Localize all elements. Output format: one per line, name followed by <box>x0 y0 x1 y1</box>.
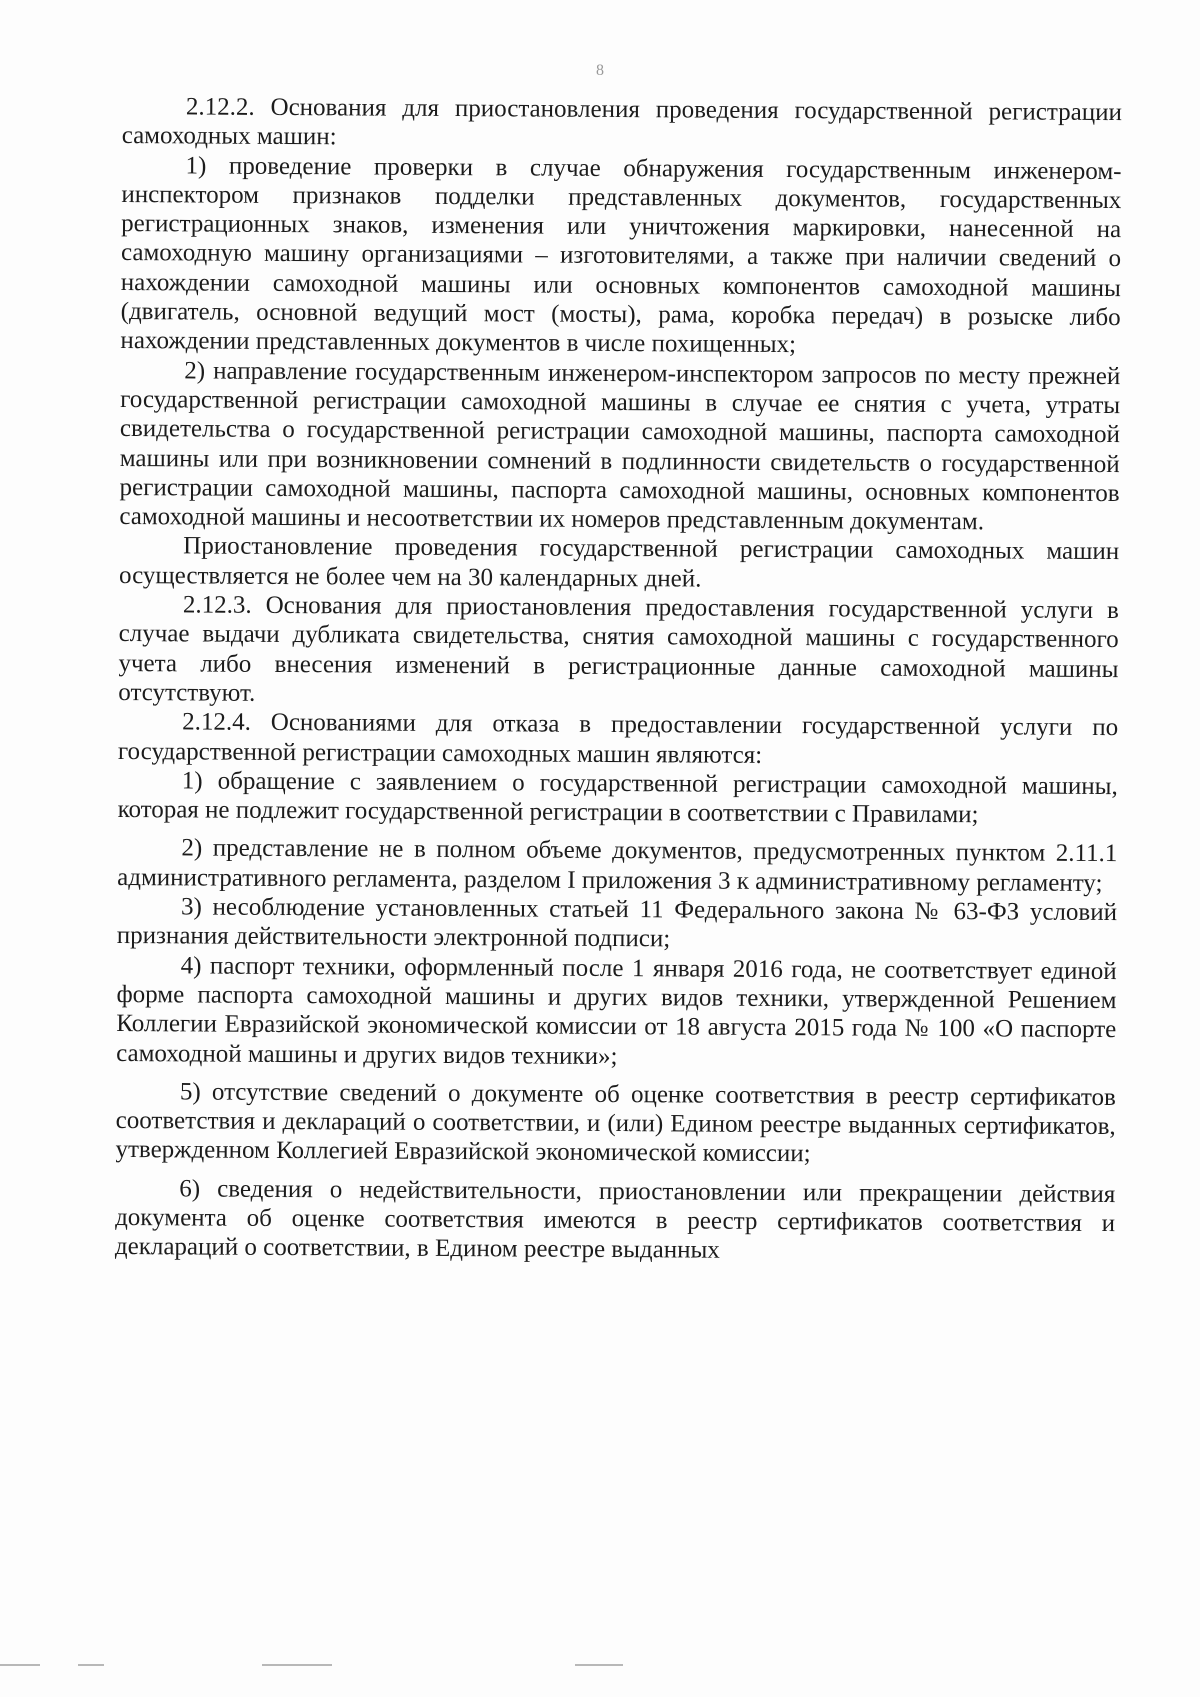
list-item-2: 2) представление не в полном объеме документов, предусмотренных пунктом 2.11.1 административного регламента, разделом I приложения 3 к административному регламенту; <box>117 834 1118 897</box>
paragraph-suspension-term: Приостановление проведения государственной регистрации самоходных машин осуществляется не более чем на 30 календарных дней. <box>118 532 1120 593</box>
list-item-3: 3) несоблюдение установленных статьей 11 Федерального закона № 63-ФЗ условий признания действительности электронной подписи; <box>116 893 1118 953</box>
page-number: 8 <box>596 62 604 79</box>
list-item-1: 1) обращение с заявлением о государственной регистрации самоходной машины, которая не подлежит государственной регистрации в соответствии с Правилами; <box>117 767 1118 829</box>
document-body <box>115 92 1122 1268</box>
paragraph-2-12-2: 2.12.2. Основания для приостановления проведения государственной регистрации самоходных машин: <box>121 93 1122 151</box>
scan-artifact <box>78 1664 104 1666</box>
list-item-5: 5) отсутствие сведений о документе об оценке соответствия в реестр сертификатов соответствия и деклараций о соответствии, и (или) Едином реестре выданных сертификатов, утвержденном Коллегией Евразийской экономической комиссии; <box>115 1078 1116 1168</box>
paragraph-2-12-3: 2.12.3. Основания для приостановления предоставления государственной услуги в случае выдачи дубликата свидетельства, снятия самоходной машины с государственного учета либо внесения изменений в регистрационные данные самоходной машины отсутствуют. <box>118 591 1119 707</box>
list-item-2: 2) направление государственным инженером-инспектором запросов по месту прежней государственной регистрации самоходной машины в случае ее снятия с учета, утраты свидетельства о государственной регистрации самоходной машины, паспорта самоходной машины или при возникновении сомнений в подлинности свидетельств о государственной регистрации самоходной машины, паспорта самоходной машины, основных компонентов самоходной машины и несоответствии их номеров представленным документам. <box>119 357 1121 536</box>
scan-artifact <box>262 1664 332 1666</box>
scan-artifact <box>575 1664 623 1666</box>
list-item-1: 1) проведение проверки в случае обнаружения государственным инженером-инспектором признаков подделки представленных документов, государственных регистрационных знаков, изменения или уничтожения маркировки, нанесенной на самоходную машину организациями – изготовителями, а также при наличии сведений о нахождении самоходной машины или основных компонентов самоходной машины (двигатель, основной ведущий мост (мосты), рама, коробка передач) в розыске либо нахождении представленных документов в числе похищенных; <box>120 151 1122 359</box>
paragraph-2-12-4: 2.12.4. Основаниями для отказа в предоставлении государственной услуги по государственной регистрации самоходных машин являются: <box>117 708 1119 769</box>
list-item-6: 6) сведения о недействительности, приостановлении или прекращении действия документа об оценке соответствия имеются в реестр сертификатов соответствия и деклараций о соответствии, в Едином реестре выданных <box>114 1175 1116 1264</box>
list-item-4: 4) паспорт техники, оформленный после 1 января 2016 года, не соответствует единой форме паспорта самоходной машины и других видов техники, утвержденной Решением Коллегии Евразийской экономической комиссии от 18 августа 2015 года № 100 «О паспорте самоходной машины и других видов техники»; <box>116 951 1117 1070</box>
scan-artifact <box>0 1664 40 1666</box>
